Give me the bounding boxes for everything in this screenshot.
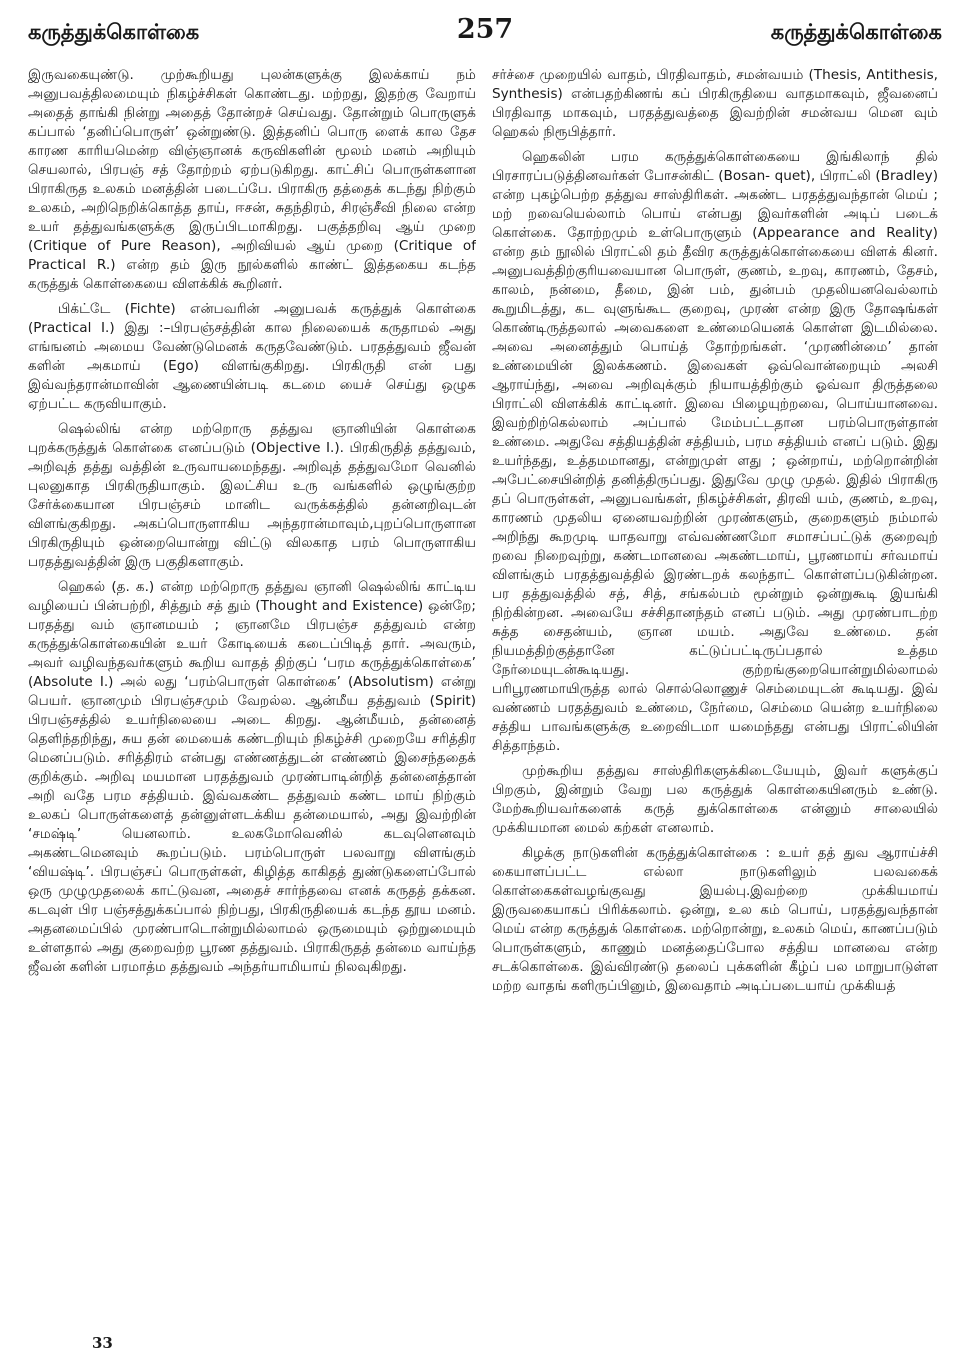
paragraph: இருவகையுண்டு. முற்கூறியது புலன்களுக்கு இலக்காய் நம் அனுபவத்திலமையும் நிகழ்ச்சிகள் கொண்டது. மற்றது, இதற்கு வேறாய் அதைத் தாங்கி நின்று அதைத் தோன்றச் செய்வது. தோன்றும் பொருளுக் கப்பால் ‘தனிப்பொருள்’ ஒன்றுண்டு. இத்தனிப் பொரு ளைக் கால தேச காரண காரியமென்ற விஞ்ஞானக் கருவிகளின் மூலம் மனம் அறியும் செயலால், பிரபஞ் சத் தோற்றம் ஏற்படுகிறது. காட்சிப் பொருள்களான பிராகிருத உலகம் மனத்தின் படைப்பே. பிராகிரு தத்தைக் கடந்து நிற்கும் உலகம், அறிநெறிக்கொத்த தாய், ஈசன், சுதந்திரம், சிரஞ்சீவி நிலை என்ற உயர் தத்துவங்களுக்கு இருப்பிடமாகிறது. பகுத்தறிவு ஆய் முறை (Critique of Pure Reason), அறிவியல் ஆய் முறை (Critique of Practical R.) என்ற தம் இரு நூல்களில் காண்ட் இத்தகைய கடந்த கருத்துக் கொள்கையை விளக்கிக் கூறினர். — [28, 67, 476, 292]
page-number: 257 — [456, 14, 514, 45]
paragraph: பிக்ட்டே (Fichte) என்பவரின் அனுபவக் கருத்துக் கொள்கை (Practical I.) இது :–பிரபஞ்சத்தின் கால நிலையைக் கருதாமல் அது எங்ஙனம் அமைய வேண்டுமெனக் கருதவேண்டும். பரதத்துவம் ஜீவன் களின் அகமாய் (Ego) விளங்குகிறது. பிரகிருதி என் பது இவ்வந்தரான்மாவின் ஆணையின்படி கடமை யைச் செய்து ஒழுக ஏற்பட்ட கருவியாகும். — [28, 301, 476, 412]
paragraph: சர்ச்சை முறையில் வாதம், பிரதிவாதம், சமன்வயம் (Thesis, Antithesis, Synthesis) என்பதற்கிணங் கப் பிரகிருதியை வாதமாகவும், ஜீவனைப் பிரதிவாத மாகவும், பரதத்துவத்தை இவற்றின் சமன்வய மென வும் ஹெகல் நிரூபித்தார். — [492, 67, 938, 140]
paragraph: ஹெகல் (த. க.) என்ற மற்றொரு தத்துவ ஞானி ஷெல்லிங் காட்டிய வழியைப் பின்பற்றி, சித்தும் சத் தும் (Thought and Existence) ஒன்றே; பரதத்து வம் ஞானமயம் ; ஞானமே பிரபஞ்ச தத்துவம் என்ற கருத்துக்கொள்கையின் உயர் கோடியைக் கடைப்பிடித் தார். அவரும், அவர் வழிவந்தவர்களும் கூறிய வாதத் திற்குப் ‘பரம கருத்துக்கொள்கை’ (Absolute I.) அல் லது ‘பரம்பொருள் கொள்கை’ (Absolutism) என்று பெயர். ஞானமும் பிரபஞ்சமும் வேறல்ல. ஆன்மீய தத்துவம் (Spirit) பிரபஞ்சத்தில் உயர்நிலையை அடை கிறது. ஆன்மீயம், தன்னைத் தெளிந்தறிந்து, சுய தன் மையைக் கண்டறியும் நிகழ்ச்சி முறையே சரித்திர மெனப்படும். சரித்திரம் என்பது எண்ணத்துடன் எண்ணம் இசைந்ததைக் குறிக்கும். அறிவு மயமான பரதத்துவம் முரண்பாடின்றித் தன்னைத்தான் அறி வதே பரம சத்தியம். இவ்வகண்ட தத்துவம் கண்ட மாய் நிற்கும் உலகப் பொருள்களைத் தன்னுள்ளடக்கிய தன்மையால், அது இவற்றின் ‘சமஷ்டி’ யெனலாம். உலகமோவெனில் கடவுளெனவும் அகண்டமெனவும் கூறப்படும். பரம்பொருள் பலவாறு விளங்கும் ‘வியஷ்டி’. பிரபஞ்சப் பொருள்கள், கிழித்த காகிதத் துண்டுகளைப்போல் ஒரு முழுமுதலைக் காட்டுவன, அதைச் சார்ந்தவை எனக் கருதத் தக்கன. கடவுள் பிர பஞ்சத்துக்கப்பால் நிற்பது, பிரகிருதியைக் கடந்த தூய மனம். அதனமைப்பில் முரண்பாடொன்றுமில்லாமல் ஒருமையும் ஒற்றுமையும் உள்ளதால் அது குறைவற்ற பூரண தத்துவம். பிராகிருதத் தன்மை வாய்ந்த ஜீவன் களின் பரமாத்ம தத்துவம் அந்தர்யாமியாய் நிலவுகிறது. — [28, 579, 476, 975]
paragraph: ஷெல்லிங் என்ற மற்றொரு தத்துவ ஞானியின் கொள்கை புறக்கருத்துக் கொள்கை எனப்படும் (Objective I.). பிரகிருதித் தத்துவம், அறிவுத் தத்து வத்தின் உருவாயமைந்தது. அறிவுத் தத்துவமோ வெனில் புலனுகாத பிரகிருதியாகும். இலட்சிய உரு வங்களில் ஒழுங்குற்ற சேர்க்கையான பிரபஞ்சம் மானிட வருக்கத்தில் தன்னறிவுடன் விளங்குகிறது. அகப்பொருளாகிய அந்தரான்மாவும்,புறப்பொருளான பிரகிருதியும் ஒன்றையொன்று விட்டு விலகாத பரம் பொருளாகிய பரதத்துவத்தின் இரு பகுதிகளாகும். — [28, 421, 476, 570]
signature-mark: 33 — [92, 1334, 113, 1352]
right-column — [492, 66, 938, 1336]
page-header — [28, 14, 942, 54]
paragraph: ஹெகலின் பரம கருத்துக்கொள்கையை இங்கிலாந் தில் பிரசாரப்படுத்தினவர்கள் போசன்கிட் (Bosan- quet), பிராட்லி (Bradley) என்ற புகழ்பெற்ற தத்துவ சாஸ்திரிகள். அகண்ட பரதத்துவந்தான் மெய் ; மற் றவையெல்லாம் பொய் என்பது இவர்களின் அடிப் படைக் கொள்கை. தோற்றமும் உள்பொருளும் (Appearance and Reality) என்ற தம் நூலில் பிராட்லி தம் தீவிர கருத்துக்கொள்கையை விளக் கினர். அனுபவத்திற்குரியவையான பொருள், குணம், உறவு, காரணம், தேசம், காலம், நன்மை, தீமை, இன் பம், துன்பம் முதலியனவெல்லாம் கூறுமிடத்து, கட வுளுங்கூட குறைவு, முரண் என்ற இரு தோஷங்கள் கொண்டிருத்தலால் அவைகளை உண்மையெனக் கொள்ள இடமில்லை. அவை அனைத்தும் பொய்த் தோற்றங்கள். ‘முரணின்மை’ தான் உண்மையின் இலக்கணம். இவைகள் ஒவ்வொன்றையும் அலசி ஆராய்ந்து, அவை அறிவுக்கும் நியாயத்திற்கும் ஓவ்வா திருத்தலை பிராட்லி விளக்கிக் காட்டினர். இவை பிழையுற்றவை, பொய்யானவை. இவற்றிற்கெல்லாம் அப்பால் மேம்பட்டதான பரம்பொருள்தான் உண்மை. அதுவே சத்தியத்தின் சத்தியம், பரம சத்தியம் எனப் படும். இது உயர்ந்தது, உத்தமமானது, என்றுமுள் ளது ; ஒன்றாய், மற்றொன்றின் அபேட்சையின்றித் தனித்திருப்பது. இதுவே முழு முதல். இதில் பிராகிரு தப் பொருள்கள், அனுபவங்கள், நிகழ்ச்சிகள், திரவி யம், குணம், உறவு, காரணம் முதலிய ஏனையவற்றின் முரண்களும், குறைகளும் நம்மால் அறிந்து கூறமுடி யாதவாறு எவ்வண்ணமோ சமாசப்பட்டுக் குறைவுற் றவை நிறைவுற்று, கண்டமானவை அகண்டமாய், பூரணமாய் சர்வமாய் விளங்கும் பரதத்துவத்தில் இரண்டறக் கலந்தாட் கொள்ளப்படுகின்றன. பர தத்துவத்தில் சத், சித், சங்கல்பம் மூன்றும் ஒன்றுகூடி இயங்கி நிற்கின்றன. அவையே சச்சிதானந்தம் எனப் படும். அது முரண்பாடற்ற சுத்த சைதன்யம், ஞான மயம். அதுவே உண்மை. தன் நியமத்திற்குத்தானே கட்டுப்பட்டிருப்பதால் உத்தம நேர்மையுடன்கூடியது. குற்றங்குறையொன்றுமில்லாமல் பரிபூரணமாயிருத்த லால் சொல்லொணுச் செம்மையுடன் கூடியது. இவ் வண்ணம் பரதத்துவம் உண்மை, நேர்மை, செம்மை யென்ற உயர்நிலை சத்திய பாவங்களுக்கு உறைவிடமா யமைந்தது என்பது பிராட்லியின் சித்தாந்தம். — [492, 149, 938, 754]
paragraph: முற்கூறிய தத்துவ சாஸ்திரிகளுக்கிடையேயும், இவர் களுக்குப் பிறகும், இன்றும் வேறு பல கருத்துக் கொள்கையினரும் உண்டு. மேற்கூறியவர்களைக் கருத் துக்கொள்கை என்னும் சாலையில் முக்கியமான மைல் கற்கள் எனலாம். — [492, 763, 938, 836]
left-column — [28, 66, 476, 1336]
running-title-left: கருத்துக்கொள்கை — [28, 20, 200, 44]
running-title-right: கருத்துக்கொள்கை — [770, 20, 942, 44]
paragraph: கிழக்கு நாடுகளின் கருத்துக்கொள்கை : உயர் தத் துவ ஆராய்ச்சி கையாளப்பட்ட எல்லா நாடுகளிலும் பலவகைக் கொள்கைகள்வழங்குவது இயல்பு.இவற்றை முக்கியமாய் இருவகையாகப் பிரிக்கலாம். ஒன்று, உல கம் பொய், பரதத்துவந்தான் மெய் என்ற கருத்துக் கொள்கை. மற்றொன்று, உலகம் மெய், காணப்படும் பொருள்களும், காணும் மனத்தைப்போல சத்திய மானவை என்ற சடக்கொள்கை. இவ்விரண்டு தலைப் புக்களின் கீழ்ப் பல மாறுபாடுள்ள மற்ற வாதங் களிருப்பினும், இவைதாம் அடிப்படையாய் முக்கியத் — [492, 845, 938, 994]
